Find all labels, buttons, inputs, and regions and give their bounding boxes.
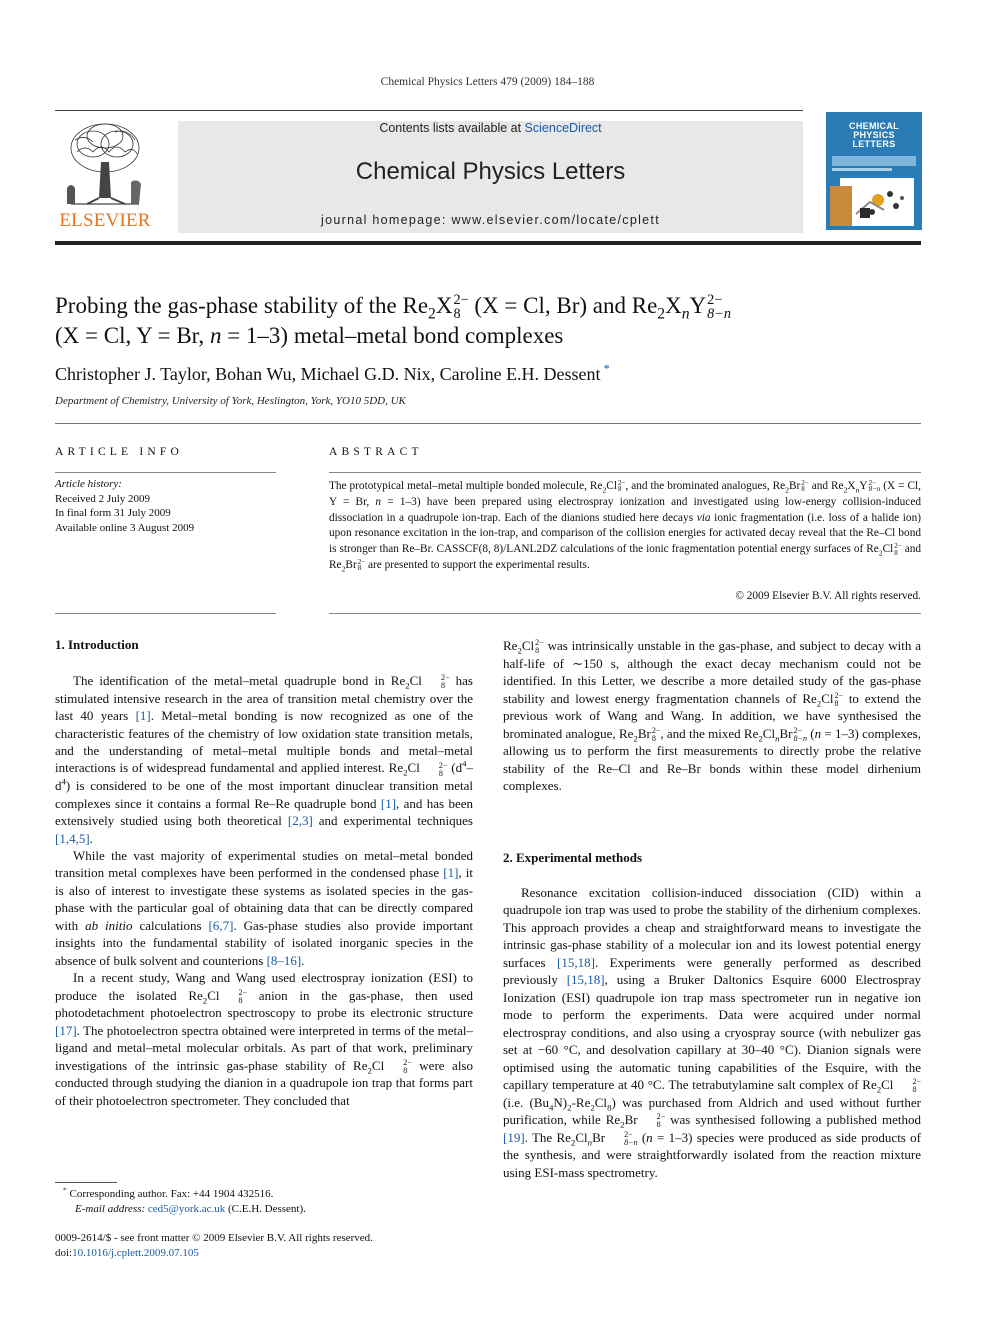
affiliation: Department of Chemistry, University of York, Heslington, York, YO10 5DD, UK: [55, 395, 406, 407]
citation-link[interactable]: [2,3]: [287, 813, 313, 829]
intro-paragraph-1: The identification of the metal–metal quadruple bond in $Re_2Cl$ 2− 8 has stimulated intensive research in the area of transition metal chemistry over the last 40 years [1]. Metal–metal bonding is now recognized as one of the characteristic features of the chemistry of low oxidation state transition metals, and the understanding of metal–metal multiple bonds and metal–metal interactions is of widespread fundamental and applied interest. $Re_2Cl$ 2− 8 $(d^4-d^4)$ is considered to be one of the most important dinuclear transition metal complexes since it contains a formal Re–Re quadruple bond [1], and has been extensively studied using both theoretical [2,3] and experimental techniques [1,4,5].: [55, 673, 474, 846]
sciencedirect-link[interactable]: ScienceDirect: [524, 121, 602, 135]
contents-line: [178, 121, 803, 135]
footnote-rule: [55, 1182, 117, 1183]
article-info-rule-top: [55, 472, 276, 473]
intro-paragraph-4: $Re_2Cl$ 2− 8 was intrinsically unstable in the gas-phase, and subject to decay with a half-life of ∼150 s, although the exact decay mechanism could not be identified. In this Letter, we describe a more detailed study of the gas-phase stability and lowest energy fragmentation channels of $Re_2Cl$ 2− 8 to extend the previous work of Wang and Wang. In addition, we have synthesised the brominated analogue, $Re_2Br$ 2− 8 , and the mixed $Re_2Cl_nBr$ 2− 8−n (n = 1–3) complexes, allowing us to perform the first measurements to directly probe the relative stability of the Re–Cl and Re–Br bonds within these model dirhenium complexes.: [503, 638, 921, 794]
article-info-rule-bottom: [55, 613, 276, 614]
abstract-rule-top: [329, 472, 921, 473]
citation-link[interactable]: [1]: [380, 795, 397, 811]
issn-doi-block: [55, 1231, 473, 1260]
intro-paragraph-3: In a recent study, Wang and Wang used electrospray ionization (ESI) to produce the isolated $Re_2Cl$ 2− 8 anion in the gas-phase, then used photodetachment photoelectron spectroscopy to probe its electronic structure [17]. The photoelectron spectra obtained were interpreted in terms of the metal–ligand and metal–metal molecular orbitals. As part of that work, preliminary investigations of the intrinsic gas-phase stability of $Re_2Cl$ 2− 8 were also conducted through studying the dianion in a quadrupole ion trap that forms part of their photoelectron spectrometer. They concluded that: [55, 970, 473, 1108]
citation-link[interactable]: [15,18]: [557, 954, 595, 970]
citation-link[interactable]: [1]: [135, 708, 151, 724]
journal-reference: Chemical Physics Letters 479 (2009) 184–188: [380, 76, 595, 88]
doi-line: doi:10.1016/j.cplett.2009.07.105: [55, 1246, 199, 1259]
abstract-copyright: © 2009 Elsevier B.V. All rights reserved.: [735, 590, 921, 602]
abstract-heading: ABSTRACT: [329, 446, 423, 458]
introduction-continuation: [503, 637, 921, 795]
history-label: Article history:: [55, 478, 122, 490]
cover-title-line-1: CHEMICAL: [849, 121, 899, 131]
title-line-1: Probing the gas-phase stability of the $Re_2X$ 2− 8 (X = Cl, Br) and $Re_2X_nY$ 2− 8−n: [55, 292, 732, 323]
article-history: [55, 477, 276, 535]
introduction-heading: 1. Introduction: [55, 637, 139, 652]
journal-homepage[interactable]: journal homepage: www.elsevier.com/locate/cplett: [321, 213, 660, 227]
citation-link[interactable]: [8–16]: [266, 952, 302, 968]
author-email-link[interactable]: ced5@york.ac.uk: [147, 1202, 226, 1215]
article-title: [55, 291, 921, 351]
final-form-date: In final form 31 July 2009: [55, 507, 171, 520]
journal-cover-thumbnail: [826, 112, 922, 230]
top-rule: [55, 110, 803, 111]
cover-title-line-2: PHYSICS: [853, 130, 895, 140]
cover-artwork: [826, 152, 922, 230]
elsevier-wordmark: ELSEVIER: [59, 210, 151, 231]
cover-title-line-3: LETTERS: [852, 139, 896, 149]
journal-name: Chemical Physics Letters: [355, 158, 626, 185]
section-rule: [55, 423, 921, 424]
title-line-2: (X = Cl, Y = Br, n = 1–3) metal–metal bond complexes: [55, 323, 564, 349]
citation-link[interactable]: [6,7]: [208, 917, 234, 933]
received-date: Received 2 July 2009: [55, 492, 151, 505]
corresponding-author-footnote: * Corresponding author. Fax: +44 1904 432516. E-mail address: ced5@york.ac.uk (C.E.H. Dessent).: [63, 1185, 306, 1215]
corresponding-author-mark[interactable]: *: [600, 362, 610, 376]
citation-link[interactable]: [1,4,5]: [55, 830, 90, 846]
citation-link[interactable]: [19]: [503, 1129, 525, 1145]
methods-heading: 2. Experimental methods: [503, 850, 643, 865]
citation-link[interactable]: [17]: [55, 1022, 77, 1038]
methods-body: [503, 884, 921, 1181]
citation-link[interactable]: [15,18]: [566, 972, 605, 988]
methods-paragraph-1: Resonance excitation collision-induced dissociation (CID) within a quadrupole ion trap was used to probe the stability of the dirhenium complexes. This approach provides a cheap and straightforward means to investigate the intrinsic gas-phase stability of a molecular ion and its lowest potential energy surfaces [15,18]. Experiments were generally performed as described previously [15,18], using a Bruker Daltonics Esquire 6000 Electrospray Ionization (ESI) quadrupole ion trap mass spectrometer run in negative ion mode to perform the experiments. Data were acquired under normal electrospray conditions, and also using a cryospray source (with nebulizer gas set at −60 °C, and desolvation capillary at 30–40 °C). Dianion signals were optimised using the automatic tuning capabilities of the Esquire, with the capillary temperature at 40 °C. The tetrabutylamine salt complex of $Re_2Cl$ 2− 8 (i.e. $(Bu_4N)_2-Re_2Cl_8$) was purchased from Aldrich and used without further purification, while $Re_2Br$ 2− 8 was synthesised following a published method [19]. The $Re_2Cl_nBr$ 2− 8−n (n = 1–3) species were produced as side products of the synthesis, and were straightforwardly isolated from the reaction mixture using ESI-mass spectrometry.: [503, 885, 922, 1180]
abstract-rule-bottom: [329, 613, 921, 614]
article-info-heading: ARTICLE INFO: [55, 446, 183, 458]
contents-prefix: Contents lists available at: [379, 121, 525, 135]
intro-paragraph-2: While the vast majority of experimental studies on metal–metal bonded transition metal complexes have been performed in the condensed phase [1], it is also of interest to investigate these systems as isolated species in the gas-phase with the particular goal of obtaining data that can be directly compared with ab initio calculations [6,7]. Gas-phase studies also provide important insights into the fundamental stability of isolated inorganic species in the absence of bulk solvent and counterions [8–16].: [55, 847, 473, 968]
online-date: Available online 3 August 2009: [55, 521, 195, 534]
header-rule: [55, 241, 921, 245]
citation-link[interactable]: [1]: [443, 865, 459, 881]
doi-link[interactable]: 10.1016/j.cplett.2009.07.105: [72, 1246, 199, 1259]
issn-line: 0009-2614/$ - see front matter © 2009 Elsevier B.V. All rights reserved.: [55, 1232, 373, 1244]
author-list: Christopher J. Taylor, Bohan Wu, Michael G.D. Nix, Caroline E.H. Dessent *: [55, 362, 610, 384]
introduction-body: [55, 672, 473, 1162]
abstract-text: The prototypical metal–metal multiple bonded molecule, $Re_2Cl$ 2− 8 , and the brominated analogues, $Re_2Br$ 2− 8 and $Re_2X_nY$ 2− 8−n (X = Cl, Y = Br, n = 1–3) have been prepared using electrospray ionization and investigated using low-energy collision-induced dissociation in a quadrupole ion-trap. Each of the dianions studied here decays via ionic fragmentation (i.e. loss of a halide ion) upon resonance excitation in the ion-trap, and comparison of the collision energies for activated decay reveal that the Re–Cl bond is stronger than Re–Br. CASSCF(8, 8)/LANL2DZ calculations of the ionic fragmentation potential energy surfaces of $Re_2Cl$ 2− 8 and $Re_2Br$ 2− 8 are presented to support the experimental results.: [329, 478, 921, 574]
